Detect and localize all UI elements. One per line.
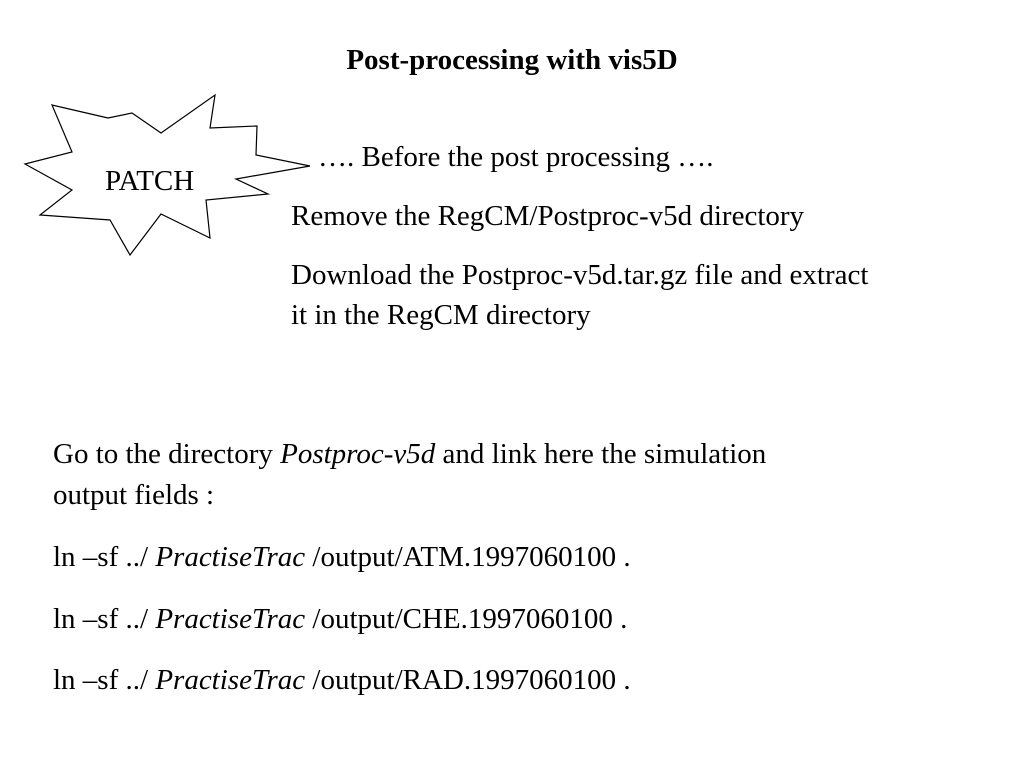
before-note: …. Before the post processing …. [318,141,714,173]
download-note-line2: it in the RegCM directory [291,299,591,331]
command-path: /output/CHE.1997060100 . [305,603,628,635]
patch-label: PATCH [105,165,195,197]
command-line-rad [53,660,631,700]
remove-note: Remove the RegCM/Postproc-v5d directory [291,200,805,232]
command-directory: PractiseTrac [155,664,306,696]
command-prefix: ln –sf ../ [53,541,156,573]
command-directory: PractiseTrac [155,541,306,573]
slide-title: Post-processing with vis5D [346,44,678,76]
command-path: /output/ATM.1997060100 . [305,541,631,573]
intro-line1 [53,434,766,474]
command-line-atm [53,537,631,577]
command-directory: PractiseTrac [155,603,306,635]
intro-prefix: Go to the directory [53,438,281,470]
intro-directory: Postproc-v5d [280,438,436,470]
command-line-che [53,599,627,639]
command-prefix: ln –sf ../ [53,664,156,696]
download-note-line1: Download the Postproc-v5d.tar.gz file and extract [291,259,869,291]
intro-suffix: and link here the simulation [435,438,767,470]
intro-line2: output fields : [53,479,215,511]
command-prefix: ln –sf ../ [53,603,156,635]
command-path: /output/RAD.1997060100 . [305,664,631,696]
